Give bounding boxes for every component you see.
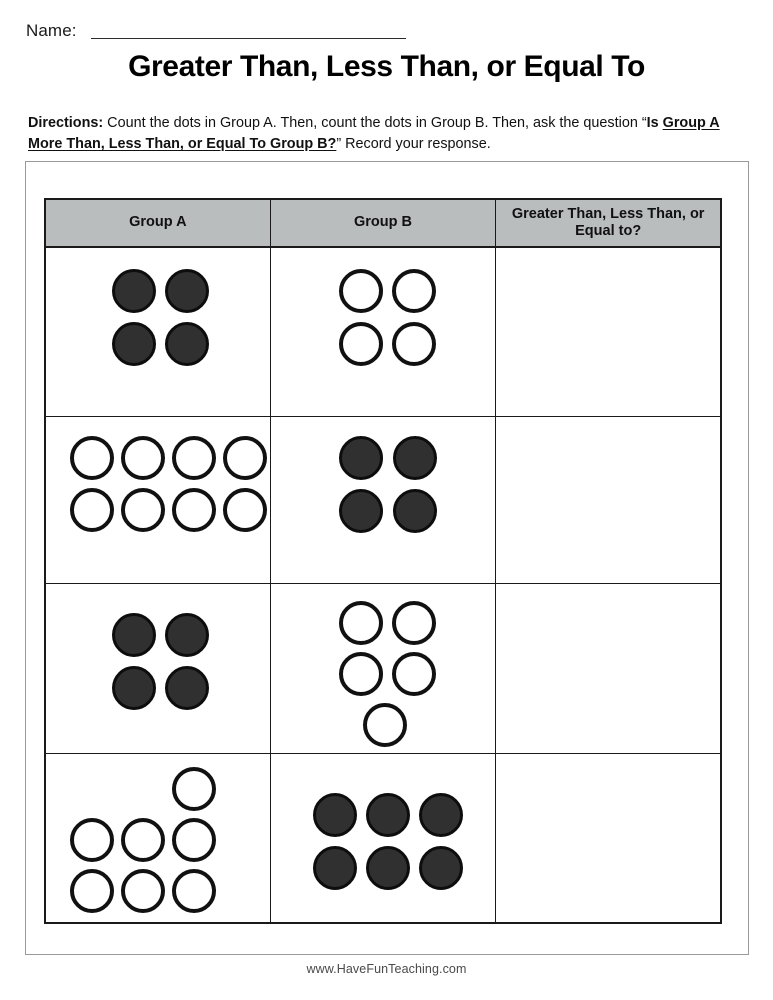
row-3-group-a-dots bbox=[56, 595, 260, 743]
directions-emphasis-1: Is bbox=[646, 115, 663, 131]
dot-filled bbox=[366, 793, 410, 837]
dot-hollow bbox=[392, 601, 436, 645]
row-4-group-b-dots bbox=[281, 765, 486, 912]
row-2-group-a-cell bbox=[46, 417, 271, 583]
column-header-group-a: Group A bbox=[46, 200, 271, 246]
dot-hollow bbox=[223, 488, 267, 532]
directions-body-2: ” Record your response. bbox=[336, 135, 491, 152]
row-1-group-b-dots bbox=[281, 259, 486, 406]
dot-filled bbox=[313, 793, 357, 837]
dot-hollow bbox=[70, 869, 114, 913]
dot-filled bbox=[339, 436, 383, 480]
dot-filled bbox=[313, 846, 357, 890]
dot-hollow bbox=[339, 269, 383, 313]
column-header-answer: Greater Than, Less Than, or Equal to? bbox=[511, 205, 705, 239]
dot-hollow bbox=[70, 436, 114, 480]
name-write-line[interactable] bbox=[91, 38, 406, 39]
name-field-row bbox=[26, 22, 406, 41]
dot-hollow bbox=[121, 869, 165, 913]
dot-hollow bbox=[121, 818, 165, 862]
dot-hollow bbox=[392, 322, 436, 366]
row-3-group-b-dots bbox=[281, 595, 486, 743]
row-1-group-b-cell bbox=[271, 248, 497, 416]
dot-filled bbox=[112, 613, 156, 657]
dot-hollow bbox=[70, 488, 114, 532]
dot-hollow bbox=[172, 818, 216, 862]
dot-hollow bbox=[339, 652, 383, 696]
row-4-group-a-dots bbox=[56, 765, 260, 912]
row-4-group-a-cell bbox=[46, 754, 271, 922]
row-3-group-a-cell bbox=[46, 584, 271, 753]
directions-text bbox=[28, 113, 744, 155]
dot-hollow bbox=[339, 601, 383, 645]
table-row bbox=[46, 248, 720, 417]
row-2-group-b-cell bbox=[271, 417, 497, 583]
row-2-answer-cell[interactable] bbox=[496, 417, 720, 583]
dot-filled bbox=[393, 436, 437, 480]
row-2-group-a-dots bbox=[56, 428, 260, 573]
dot-filled bbox=[112, 666, 156, 710]
directions-lead: Directions: bbox=[28, 115, 104, 131]
dot-hollow bbox=[172, 869, 216, 913]
dot-hollow bbox=[392, 269, 436, 313]
row-3-answer-cell[interactable] bbox=[496, 584, 720, 753]
column-header-group-b: Group B bbox=[271, 200, 497, 246]
row-4-answer-cell[interactable] bbox=[496, 754, 720, 922]
dot-filled bbox=[112, 269, 156, 313]
row-3-group-b-cell bbox=[271, 584, 497, 753]
directions-body-1: Count the dots in Group A. Then, count the dots in Group B. Then, ask the question “ bbox=[103, 115, 647, 131]
row-4-group-b-cell bbox=[271, 754, 497, 922]
dot-hollow bbox=[363, 703, 407, 747]
table-row bbox=[46, 417, 720, 584]
dot-hollow bbox=[121, 436, 165, 480]
dot-hollow bbox=[121, 488, 165, 532]
dot-filled bbox=[366, 846, 410, 890]
row-1-answer-cell[interactable] bbox=[496, 248, 720, 416]
dot-hollow bbox=[172, 436, 216, 480]
table-header-row bbox=[46, 200, 720, 248]
footer-url: www.HaveFunTeaching.com bbox=[306, 962, 467, 976]
row-2-group-b-dots bbox=[281, 428, 486, 573]
dot-hollow bbox=[223, 436, 267, 480]
dot-filled bbox=[393, 489, 437, 533]
dot-filled bbox=[112, 322, 156, 366]
row-1-group-a-cell bbox=[46, 248, 271, 416]
dot-hollow bbox=[392, 652, 436, 696]
table-row bbox=[46, 584, 720, 754]
page-title: Greater Than, Less Than, or Equal To bbox=[128, 50, 645, 83]
table-row bbox=[46, 754, 720, 922]
dot-filled bbox=[339, 489, 383, 533]
dot-filled bbox=[165, 269, 209, 313]
dot-filled bbox=[165, 666, 209, 710]
dot-hollow bbox=[70, 818, 114, 862]
dot-hollow bbox=[339, 322, 383, 366]
dot-filled bbox=[165, 322, 209, 366]
comparison-table bbox=[44, 198, 722, 924]
name-label: Name: bbox=[26, 21, 77, 40]
directions-emphasis-underlined: Group A More Than, Less Than, or Equal To Group B? bbox=[28, 115, 720, 152]
dot-filled bbox=[165, 613, 209, 657]
dot-filled bbox=[419, 793, 463, 837]
dot-hollow bbox=[172, 488, 216, 532]
dot-filled bbox=[419, 846, 463, 890]
dot-hollow bbox=[172, 767, 216, 811]
row-1-group-a-dots bbox=[56, 259, 260, 406]
